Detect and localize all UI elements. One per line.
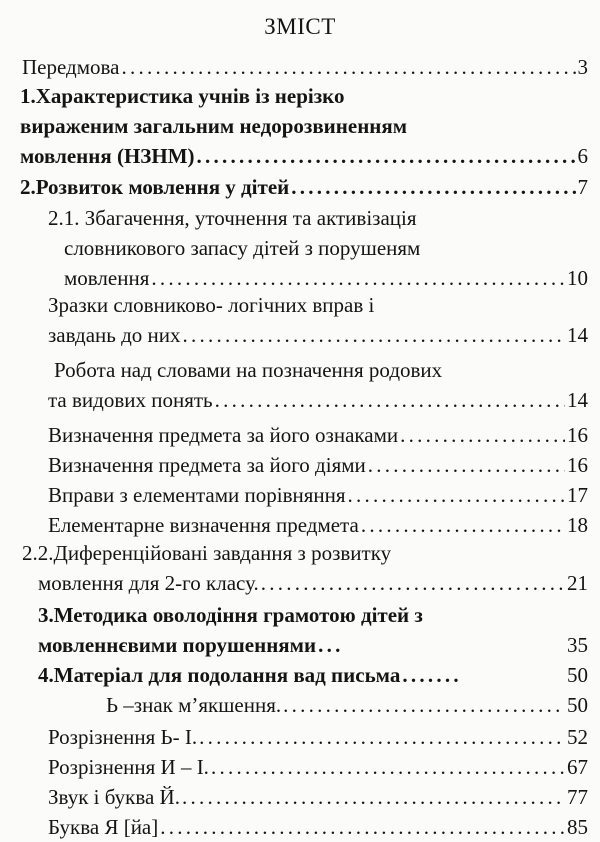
toc-page-number: 50 bbox=[567, 663, 588, 687]
toc-entry-title: Елементарне визначення предмета bbox=[48, 513, 359, 537]
toc-entry-line: 3.Методика оволодіння грамотою дітей з bbox=[38, 603, 423, 627]
dot-leader bbox=[215, 385, 565, 415]
toc-page-number: 3 bbox=[577, 55, 588, 79]
toc-entry-section-2-1[interactable] bbox=[48, 203, 588, 293]
dot-leader bbox=[261, 568, 565, 598]
dot-leader bbox=[121, 52, 575, 82]
dot-leader bbox=[211, 752, 565, 782]
toc-entry-by-actions[interactable] bbox=[48, 450, 588, 480]
toc-entry-chapter-2[interactable] bbox=[20, 172, 588, 202]
dot-leader bbox=[199, 722, 565, 752]
toc-entry-letter-ya[interactable] bbox=[48, 812, 588, 842]
toc-page-number: 21 bbox=[567, 571, 588, 595]
toc-page-number: 77 bbox=[567, 785, 588, 809]
toc-page-number: 14 bbox=[567, 323, 588, 347]
dot-leader bbox=[183, 320, 566, 350]
toc-entry-line: словникового запасу дітей з порушеням bbox=[64, 236, 421, 260]
toc-page-number: 52 bbox=[567, 725, 588, 749]
toc-entry-line: мовлення для 2-го класу. bbox=[38, 571, 259, 595]
toc-entry-by-attributes[interactable] bbox=[48, 420, 588, 450]
dot-leader bbox=[283, 690, 565, 720]
dot-leader bbox=[291, 172, 575, 202]
toc-page-number: 16 bbox=[567, 423, 588, 447]
toc-entry-line: 1.Характеристика учнів із нерізко bbox=[20, 84, 345, 108]
toc-page-number: 85 bbox=[567, 815, 588, 839]
dot-leader bbox=[151, 263, 565, 293]
toc-entry-line: та видових понять bbox=[48, 388, 213, 412]
toc-entry-generic-concepts[interactable] bbox=[48, 355, 588, 415]
toc-page-number: 16 bbox=[567, 453, 588, 477]
toc-page-number: 10 bbox=[567, 266, 588, 290]
dot-leader bbox=[361, 510, 565, 540]
page-title: ЗМІСТ bbox=[264, 14, 336, 39]
toc-entry-examples[interactable] bbox=[48, 290, 588, 350]
toc-entry-title: Звук і буква Й. bbox=[48, 785, 180, 809]
toc-page-number: 18 bbox=[567, 513, 588, 537]
toc-entry-section-2-2[interactable] bbox=[22, 538, 588, 598]
toc-entry-y-vs-i[interactable] bbox=[48, 752, 588, 782]
toc-page-number: 35 bbox=[567, 633, 588, 657]
dot-leader bbox=[400, 420, 565, 450]
toc-entry-title: Визначення предмета за його ознаками bbox=[48, 423, 399, 447]
toc-page-number: 6 bbox=[577, 144, 588, 168]
toc-entry-line: вираженим загальним недорозвиненням bbox=[20, 114, 408, 138]
toc-entry-line: мовлення bbox=[64, 266, 150, 290]
toc-entry-chapter-4[interactable] bbox=[38, 660, 588, 690]
toc-entry-chapter-1[interactable] bbox=[20, 81, 588, 171]
toc-entry-soft-sign[interactable] bbox=[106, 690, 588, 720]
toc-entry-sound-letter-yi[interactable] bbox=[48, 782, 588, 812]
dot-leader bbox=[182, 782, 565, 812]
toc-entry-title: 4.Матеріал для подолання вад письма bbox=[38, 663, 401, 687]
toc-entry-soft-sign-vs-i[interactable] bbox=[48, 722, 588, 752]
dot-leader bbox=[368, 450, 565, 480]
dot-leader bbox=[197, 141, 576, 171]
toc-entry-preface[interactable] bbox=[22, 52, 588, 82]
toc-entry-line: Зразки словниково- логічних вправ і bbox=[48, 293, 375, 317]
toc-page-number: 17 bbox=[567, 483, 588, 507]
toc-page-number: 50 bbox=[567, 693, 588, 717]
toc-entry-comparison[interactable] bbox=[48, 480, 588, 510]
toc-entry-chapter-3[interactable] bbox=[38, 600, 588, 660]
toc-entry-line: 2.1. Збагачення, уточнення та активізація bbox=[48, 206, 417, 230]
toc-entry-title: Ь –знак м’якшення. bbox=[106, 693, 282, 717]
dot-leader bbox=[318, 630, 344, 660]
dot-leader bbox=[402, 660, 458, 690]
toc-entry-elementary-definition[interactable] bbox=[48, 510, 588, 540]
toc-entry-title: Визначення предмета за його діями bbox=[48, 453, 366, 477]
toc-entry-title: Передмова bbox=[22, 55, 120, 79]
toc-entry-title: Розрізнення И – І. bbox=[48, 755, 209, 779]
toc-page-number: 7 bbox=[577, 175, 588, 199]
toc-entry-title: Розрізнення Ь- І. bbox=[48, 725, 198, 749]
toc-entry-line: завдань до них bbox=[48, 323, 181, 347]
toc-entry-title: Буква Я [йа] bbox=[48, 815, 159, 839]
toc-entry-title: Вправи з елементами порівняння bbox=[48, 483, 346, 507]
dot-leader bbox=[160, 812, 565, 842]
toc-entry-title: 2.Розвиток мовлення у дітей bbox=[20, 175, 290, 199]
dot-leader bbox=[348, 480, 565, 510]
toc-page-number: 14 bbox=[567, 388, 588, 412]
toc-entry-line: мовленнєвими порушеннями bbox=[38, 633, 317, 657]
toc-page-number: 67 bbox=[567, 755, 588, 779]
toc-entry-line: Робота над словами на позначення родових bbox=[54, 358, 443, 382]
toc-entry-line: мовлення (НЗНМ) bbox=[20, 144, 195, 168]
toc-entry-line: 2.2.Диференційовані завдання з розвитку bbox=[22, 541, 392, 565]
